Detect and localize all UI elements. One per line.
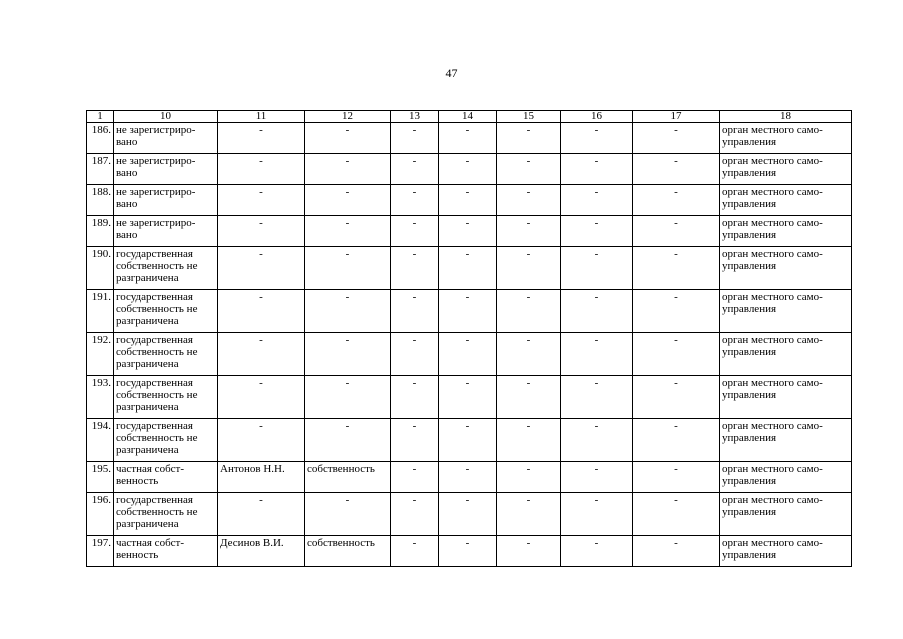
col-16: -	[561, 493, 633, 536]
table-row	[87, 185, 852, 216]
column-header-13: 13	[391, 111, 439, 123]
col-15: -	[497, 493, 561, 536]
col-15: -	[497, 376, 561, 419]
column-header-14: 14	[439, 111, 497, 123]
col-17: -	[633, 493, 720, 536]
authority: орган местного само- управления	[720, 419, 852, 462]
land-ownership-status: частная собст- венность	[114, 462, 218, 493]
authority: орган местного само- управления	[720, 493, 852, 536]
col-16: -	[561, 216, 633, 247]
right-type: -	[305, 376, 391, 419]
table-row	[87, 536, 852, 567]
right-type: -	[305, 290, 391, 333]
col-13: -	[391, 419, 439, 462]
land-ownership-status: государственная собственность не разграничена	[114, 333, 218, 376]
right-type: -	[305, 123, 391, 154]
col-17: -	[633, 536, 720, 567]
row-number: 187.	[87, 154, 114, 185]
col-16: -	[561, 290, 633, 333]
col-14: -	[439, 376, 497, 419]
table-row	[87, 290, 852, 333]
column-header-12: 12	[305, 111, 391, 123]
owner-name: -	[218, 216, 305, 247]
land-ownership-status: государственная собственность не разграничена	[114, 376, 218, 419]
table-row	[87, 247, 852, 290]
owner-name: -	[218, 247, 305, 290]
col-17: -	[633, 462, 720, 493]
owner-name: Антонов Н.Н.	[218, 462, 305, 493]
col-13: -	[391, 333, 439, 376]
col-13: -	[391, 536, 439, 567]
col-14: -	[439, 419, 497, 462]
col-15: -	[497, 462, 561, 493]
col-14: -	[439, 333, 497, 376]
col-17: -	[633, 290, 720, 333]
col-13: -	[391, 290, 439, 333]
col-17: -	[633, 419, 720, 462]
column-header-15: 15	[497, 111, 561, 123]
page-number: 47	[445, 66, 458, 80]
right-type: -	[305, 216, 391, 247]
col-17: -	[633, 376, 720, 419]
col-14: -	[439, 154, 497, 185]
authority: орган местного само- управления	[720, 333, 852, 376]
row-number: 193.	[87, 376, 114, 419]
row-number: 195.	[87, 462, 114, 493]
authority: орган местного само- управления	[720, 154, 852, 185]
col-15: -	[497, 247, 561, 290]
col-14: -	[439, 185, 497, 216]
land-ownership-status: государственная собственность не разграничена	[114, 493, 218, 536]
col-16: -	[561, 536, 633, 567]
authority: орган местного само- управления	[720, 247, 852, 290]
column-header-1: 1	[87, 111, 114, 123]
land-ownership-status: частная собст- венность	[114, 536, 218, 567]
header-row	[87, 111, 852, 123]
row-number: 196.	[87, 493, 114, 536]
col-15: -	[497, 419, 561, 462]
col-15: -	[497, 154, 561, 185]
col-16: -	[561, 247, 633, 290]
col-13: -	[391, 376, 439, 419]
col-14: -	[439, 536, 497, 567]
col-17: -	[633, 247, 720, 290]
col-15: -	[497, 536, 561, 567]
row-number: 188.	[87, 185, 114, 216]
right-type: -	[305, 493, 391, 536]
land-ownership-status: государственная собственность не разграничена	[114, 290, 218, 333]
authority: орган местного само- управления	[720, 536, 852, 567]
col-13: -	[391, 493, 439, 536]
col-13: -	[391, 154, 439, 185]
col-13: -	[391, 185, 439, 216]
col-15: -	[497, 290, 561, 333]
col-16: -	[561, 376, 633, 419]
authority: орган местного само- управления	[720, 462, 852, 493]
table-row	[87, 493, 852, 536]
col-14: -	[439, 493, 497, 536]
authority: орган местного само- управления	[720, 185, 852, 216]
row-number: 191.	[87, 290, 114, 333]
col-16: -	[561, 154, 633, 185]
col-17: -	[633, 216, 720, 247]
table-row	[87, 123, 852, 154]
right-type: -	[305, 185, 391, 216]
col-17: -	[633, 154, 720, 185]
owner-name: -	[218, 185, 305, 216]
owner-name: -	[218, 333, 305, 376]
column-header-10: 10	[114, 111, 218, 123]
right-type: -	[305, 419, 391, 462]
right-type: собственность	[305, 462, 391, 493]
table-row	[87, 376, 852, 419]
col-17: -	[633, 333, 720, 376]
col-16: -	[561, 333, 633, 376]
col-14: -	[439, 462, 497, 493]
col-13: -	[391, 216, 439, 247]
table-row	[87, 462, 852, 493]
column-header-16: 16	[561, 111, 633, 123]
table-row	[87, 333, 852, 376]
col-14: -	[439, 123, 497, 154]
land-ownership-status: не зарегистриро- вано	[114, 216, 218, 247]
land-ownership-status: не зарегистриро- вано	[114, 185, 218, 216]
owner-name: Десинов В.И.	[218, 536, 305, 567]
col-16: -	[561, 462, 633, 493]
col-17: -	[633, 123, 720, 154]
col-14: -	[439, 216, 497, 247]
authority: орган местного само- управления	[720, 216, 852, 247]
owner-name: -	[218, 419, 305, 462]
col-16: -	[561, 123, 633, 154]
row-number: 194.	[87, 419, 114, 462]
owner-name: -	[218, 123, 305, 154]
authority: орган местного само- управления	[720, 290, 852, 333]
row-number: 197.	[87, 536, 114, 567]
column-header-17: 17	[633, 111, 720, 123]
col-14: -	[439, 290, 497, 333]
col-15: -	[497, 216, 561, 247]
owner-name: -	[218, 493, 305, 536]
col-16: -	[561, 185, 633, 216]
land-ownership-status: государственная собственность не разграничена	[114, 247, 218, 290]
table-row	[87, 419, 852, 462]
col-16: -	[561, 419, 633, 462]
authority: орган местного само- управления	[720, 123, 852, 154]
row-number: 190.	[87, 247, 114, 290]
col-17: -	[633, 185, 720, 216]
owner-name: -	[218, 154, 305, 185]
column-header-11: 11	[218, 111, 305, 123]
col-13: -	[391, 462, 439, 493]
col-14: -	[439, 247, 497, 290]
col-15: -	[497, 185, 561, 216]
right-type: -	[305, 154, 391, 185]
col-15: -	[497, 333, 561, 376]
col-13: -	[391, 123, 439, 154]
table-row	[87, 216, 852, 247]
authority: орган местного само- управления	[720, 376, 852, 419]
owner-name: -	[218, 290, 305, 333]
land-ownership-status: не зарегистриро- вано	[114, 123, 218, 154]
row-number: 192.	[87, 333, 114, 376]
table-row	[87, 154, 852, 185]
right-type: -	[305, 333, 391, 376]
land-ownership-status: государственная собственность не разграничена	[114, 419, 218, 462]
col-15: -	[497, 123, 561, 154]
row-number: 186.	[87, 123, 114, 154]
land-ownership-status: не зарегистриро- вано	[114, 154, 218, 185]
column-header-18: 18	[720, 111, 852, 123]
owner-name: -	[218, 376, 305, 419]
register-table	[86, 110, 852, 567]
right-type: собственность	[305, 536, 391, 567]
right-type: -	[305, 247, 391, 290]
row-number: 189.	[87, 216, 114, 247]
col-13: -	[391, 247, 439, 290]
